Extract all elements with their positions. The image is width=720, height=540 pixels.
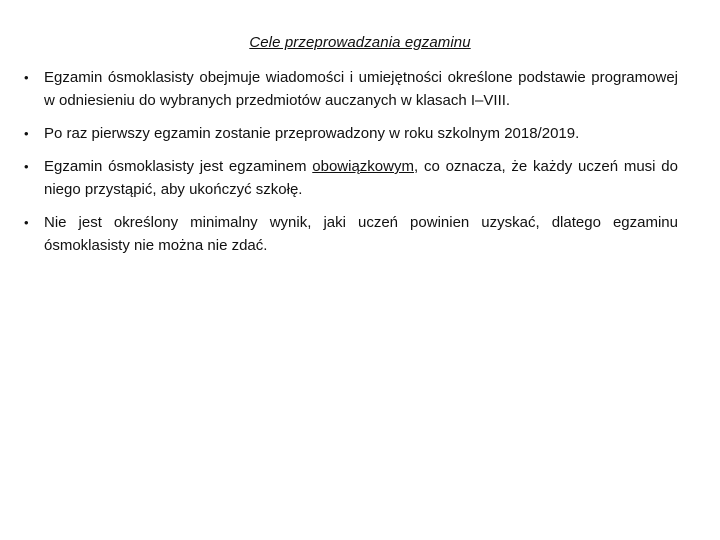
bullet-item-2: [22, 122, 678, 145]
bullet-item-4: [22, 211, 678, 257]
bullet-text: Po raz pierwszy egzamin zostanie przeprowadzony w roku szkolnym 2018/2019.: [44, 125, 580, 142]
bullet-dot-icon: •: [24, 70, 29, 85]
bullet-dot-icon: •: [24, 215, 29, 230]
bullet-text: Nie jest określony minimalny wynik, jaki uczeń powinien uzyskać, dlatego egzaminu ósmoklasisty nie można nie zdać.: [44, 214, 678, 254]
bullet-list: [22, 66, 678, 267]
bullet-item-1: [22, 66, 678, 112]
bullet-text-after: , co oznacza, że każdy uczeń musi do niego przystąpić, aby ukończyć szkołę.: [44, 158, 678, 198]
bullet-item-3: [22, 155, 678, 201]
bullet-dot-icon: •: [24, 126, 29, 141]
bullet-text-emphasis: obowiązkowym: [312, 158, 414, 175]
slide-title: Cele przeprowadzania egzaminu: [249, 34, 471, 51]
bullet-dot-icon: •: [24, 159, 29, 174]
bullet-text: Egzamin ósmoklasisty obejmuje wiadomości i umiejętności określone podstawie programowej w odniesieniu do wybranych przedmiotów auczanych w klasach I–VIII.: [44, 69, 678, 109]
bullet-text-before: Egzamin ósmoklasisty jest egzaminem: [44, 158, 313, 175]
